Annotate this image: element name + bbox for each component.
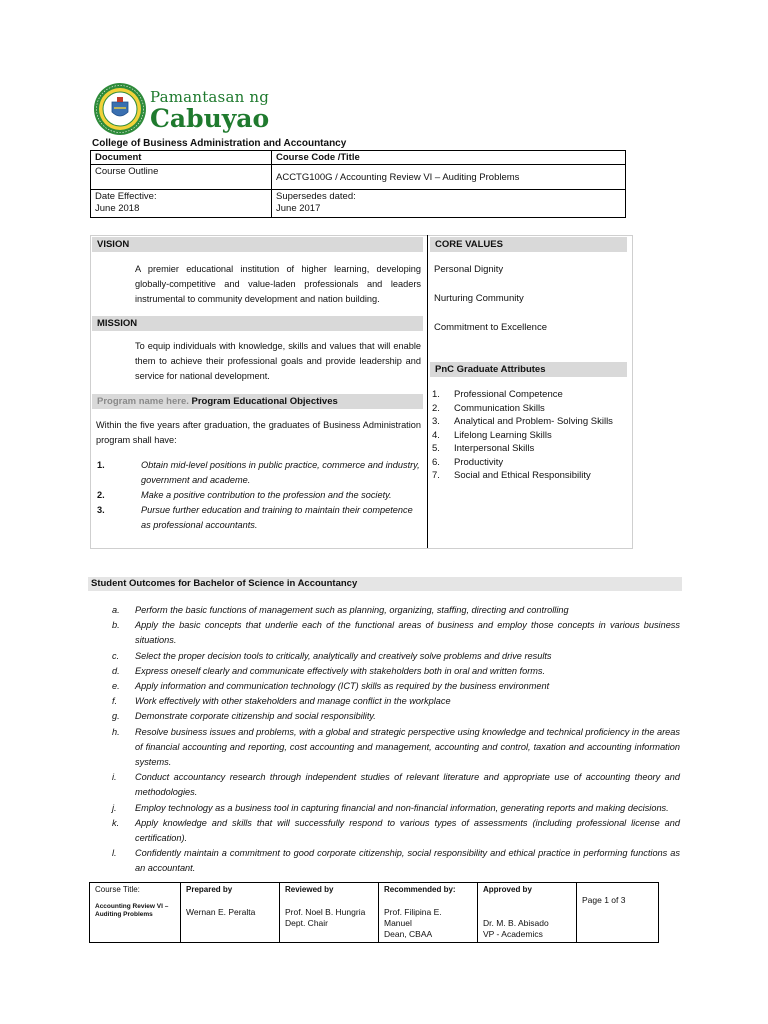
outcome-text: Express oneself clearly and communicate effectively with stakeholders both in oral and written forms. <box>135 665 546 676</box>
attribute-item <box>432 456 613 470</box>
outcome-text: Perform the basic functions of management such as planning, organizing, staffing, directing and controlling <box>135 605 569 615</box>
attribute-text: Professional Competence <box>454 389 563 400</box>
footer-page-cell <box>577 883 659 943</box>
attribute-text: Interpersonal Skills <box>454 443 535 454</box>
peo-text: Pursue further education and training to maintain their competence as professional accountants. <box>141 505 413 530</box>
mission-heading: MISSION <box>92 316 423 331</box>
supersedes-value: June 2017 <box>276 203 321 214</box>
recommended-by-name2: Manuel <box>384 918 412 928</box>
outcome-text: Apply information and communication technology (ICT) skills as required by the business environment <box>135 681 550 692</box>
peo-number: 3. <box>97 505 105 515</box>
outcome-letter: a. <box>112 605 120 615</box>
vision-heading: VISION <box>92 237 423 252</box>
outcome-item <box>112 846 680 876</box>
footer-course-title-cell <box>90 883 181 943</box>
program-name-placeholder: Program name here. <box>97 396 189 407</box>
outcome-item <box>112 694 680 709</box>
outcome-item <box>112 603 680 618</box>
peo-number: 1. <box>97 460 105 470</box>
document-value: Course Outline <box>91 165 272 190</box>
col-header-course: Course Code /Title <box>272 151 626 165</box>
attribute-text: Productivity <box>454 456 504 468</box>
reviewed-by-label: Reviewed by <box>285 885 334 894</box>
attribute-text: Lifelong Learning Skills <box>454 429 552 441</box>
attribute-number: 1. <box>432 389 440 400</box>
peo-item <box>97 458 421 488</box>
date-effective-value: June 2018 <box>95 203 140 214</box>
course-title-label: Course Title: <box>95 885 140 894</box>
outcome-text: Work effectively with other stakeholders and manage conflict in the workplace <box>135 696 451 707</box>
outcome-letter: k. <box>112 817 120 828</box>
outcome-text: Demonstrate corporate citizenship and social responsibility. <box>135 711 376 722</box>
graduate-attributes-heading: PnC Graduate Attributes <box>430 362 627 377</box>
outcome-text: Conduct accountancy research through independent studies of relevant literature and appropriate use of accounting theory and methodologies. <box>135 772 680 798</box>
footer-recommended-cell <box>379 883 478 943</box>
peo-text: Make a positive contribution to the profession and the society. <box>141 490 392 500</box>
student-outcomes-heading: Student Outcomes for Bachelor of Science in Accountancy <box>88 577 682 591</box>
peo-item <box>97 503 421 533</box>
approved-by-label: Approved by <box>483 885 532 894</box>
recommended-by-label: Recommended by: <box>384 885 456 894</box>
supersedes-cell <box>272 190 626 218</box>
brand-name <box>150 90 269 131</box>
outcome-letter: h. <box>112 726 120 737</box>
attribute-item <box>432 402 613 416</box>
approval-footer-table <box>89 882 659 943</box>
outcome-text: Resolve business issues and problems, with a global and strategic perspective using knowledge and technical proficiency in the areas of financial accounting and reporting, cost accounting and management, accounting and control, taxation and accounting information systems. <box>135 726 680 768</box>
graduate-attributes-list <box>432 388 613 483</box>
footer-reviewed-cell <box>280 883 379 943</box>
reviewed-by-title: Dept. Chair <box>285 918 328 928</box>
peo-text: Obtain mid-level positions in public practice, commerce and industry, government and academe. <box>141 460 420 485</box>
outcome-item <box>112 709 680 724</box>
core-value-item: Commitment to Excellence <box>434 322 547 333</box>
reviewed-by-name: Prof. Noel B. Hungria <box>285 907 366 917</box>
college-name: College of Business Administration and Accountancy <box>92 138 347 149</box>
date-effective-cell <box>91 190 272 218</box>
date-effective-label: Date Effective: <box>95 191 157 202</box>
peo-list <box>97 458 421 533</box>
outcome-letter: g. <box>112 711 120 722</box>
attribute-number: 6. <box>432 456 440 468</box>
outcome-item <box>112 618 680 648</box>
footer-approved-cell <box>478 883 577 943</box>
mission-text: To equip individuals with knowledge, skills and values that will enable them to achieve their professional goals and provide leadership and service for national development. <box>135 341 421 381</box>
attribute-number: 5. <box>432 443 440 454</box>
course-code-title: ACCTG100G / Accounting Review VI – Auditing Problems <box>272 165 626 190</box>
column-divider <box>427 235 428 548</box>
outcome-text: Apply the basic concepts that underlie each of the functional areas of business and employ those concepts in various business situations. <box>135 620 680 646</box>
attribute-item <box>432 415 613 429</box>
peo-heading-label: Program Educational Objectives <box>191 396 338 407</box>
attribute-number: 3. <box>432 416 440 427</box>
outcome-text: Select the proper decision tools to critically, analytically and creatively solve problems and drive results <box>135 650 552 661</box>
attribute-item <box>432 429 613 443</box>
vision-text: A premier educational institution of higher learning, developing globally-competitive and value-laden professionals and leaders instrumental to community development and nation building. <box>135 264 421 304</box>
attribute-item <box>432 388 613 402</box>
outcome-text: Employ technology as a business tool in capturing financial and non-financial information, generating reports and making decisions. <box>135 802 669 813</box>
recommended-by-title: Dean, CBAA <box>384 929 433 939</box>
outcome-item <box>112 816 680 846</box>
outcome-text: Confidently maintain a commitment to good corporate citizenship, social responsibility and ethical practice in performing functions as an accountant. <box>135 848 680 874</box>
page-number: Page 1 of 3 <box>582 895 626 905</box>
outcome-letter: f. <box>112 696 118 707</box>
outcome-letter: j. <box>112 802 117 813</box>
outcome-letter: i. <box>112 772 117 783</box>
outcome-item <box>112 801 680 816</box>
outcome-item <box>112 649 680 664</box>
outcome-item <box>112 725 680 771</box>
supersedes-label: Supersedes dated: <box>276 191 356 202</box>
document-info-table <box>90 150 626 218</box>
attribute-number: 4. <box>432 429 440 441</box>
outcome-letter: l. <box>112 848 117 859</box>
attribute-text: Social and Ethical Responsibility <box>454 470 591 481</box>
approved-by-name: Dr. M. B. Abisado <box>483 918 549 928</box>
course-title-value: Accounting Review VI – Auditing Problems <box>95 903 169 918</box>
outcome-letter: b. <box>112 620 120 631</box>
peo-heading <box>92 394 423 409</box>
footer-prepared-cell <box>181 883 280 943</box>
university-seal-logo <box>93 82 147 136</box>
outcome-item <box>112 679 680 694</box>
core-values-heading: CORE VALUES <box>430 237 627 252</box>
prepared-by-label: Prepared by <box>186 885 233 894</box>
outcome-letter: e. <box>112 681 120 692</box>
peo-number: 2. <box>97 490 105 500</box>
attribute-item <box>432 469 613 483</box>
col-header-document: Document <box>91 151 272 165</box>
outcome-item <box>112 770 680 800</box>
core-value-item: Personal Dignity <box>434 264 504 275</box>
peo-intro: Within the five years after graduation, the graduates of Business Administration program shall have: <box>96 420 421 445</box>
brand-line2: Cabuyao <box>150 104 270 133</box>
attribute-text: Communication Skills <box>454 402 545 414</box>
approved-by-title: VP - Academics <box>483 929 543 939</box>
brand-line1: Pamantasan ng <box>150 88 270 106</box>
attribute-item <box>432 442 613 456</box>
attribute-number: 2. <box>432 402 440 414</box>
recommended-by-name1: Prof. Filipina E. <box>384 907 442 917</box>
peo-item <box>97 488 421 503</box>
attribute-number: 7. <box>432 470 440 481</box>
prepared-by-name: Wernan E. Peralta <box>186 907 256 917</box>
outcome-letter: c. <box>112 650 120 661</box>
student-outcomes-list <box>112 603 680 877</box>
attribute-text: Analytical and Problem- Solving Skills <box>454 416 613 427</box>
outcome-letter: d. <box>112 665 120 676</box>
outcome-text: Apply knowledge and skills that will successfully respond to various types of assessments (including professional license and certification). <box>135 817 680 844</box>
core-value-item: Nurturing Community <box>434 293 524 304</box>
outcome-item <box>112 664 680 679</box>
